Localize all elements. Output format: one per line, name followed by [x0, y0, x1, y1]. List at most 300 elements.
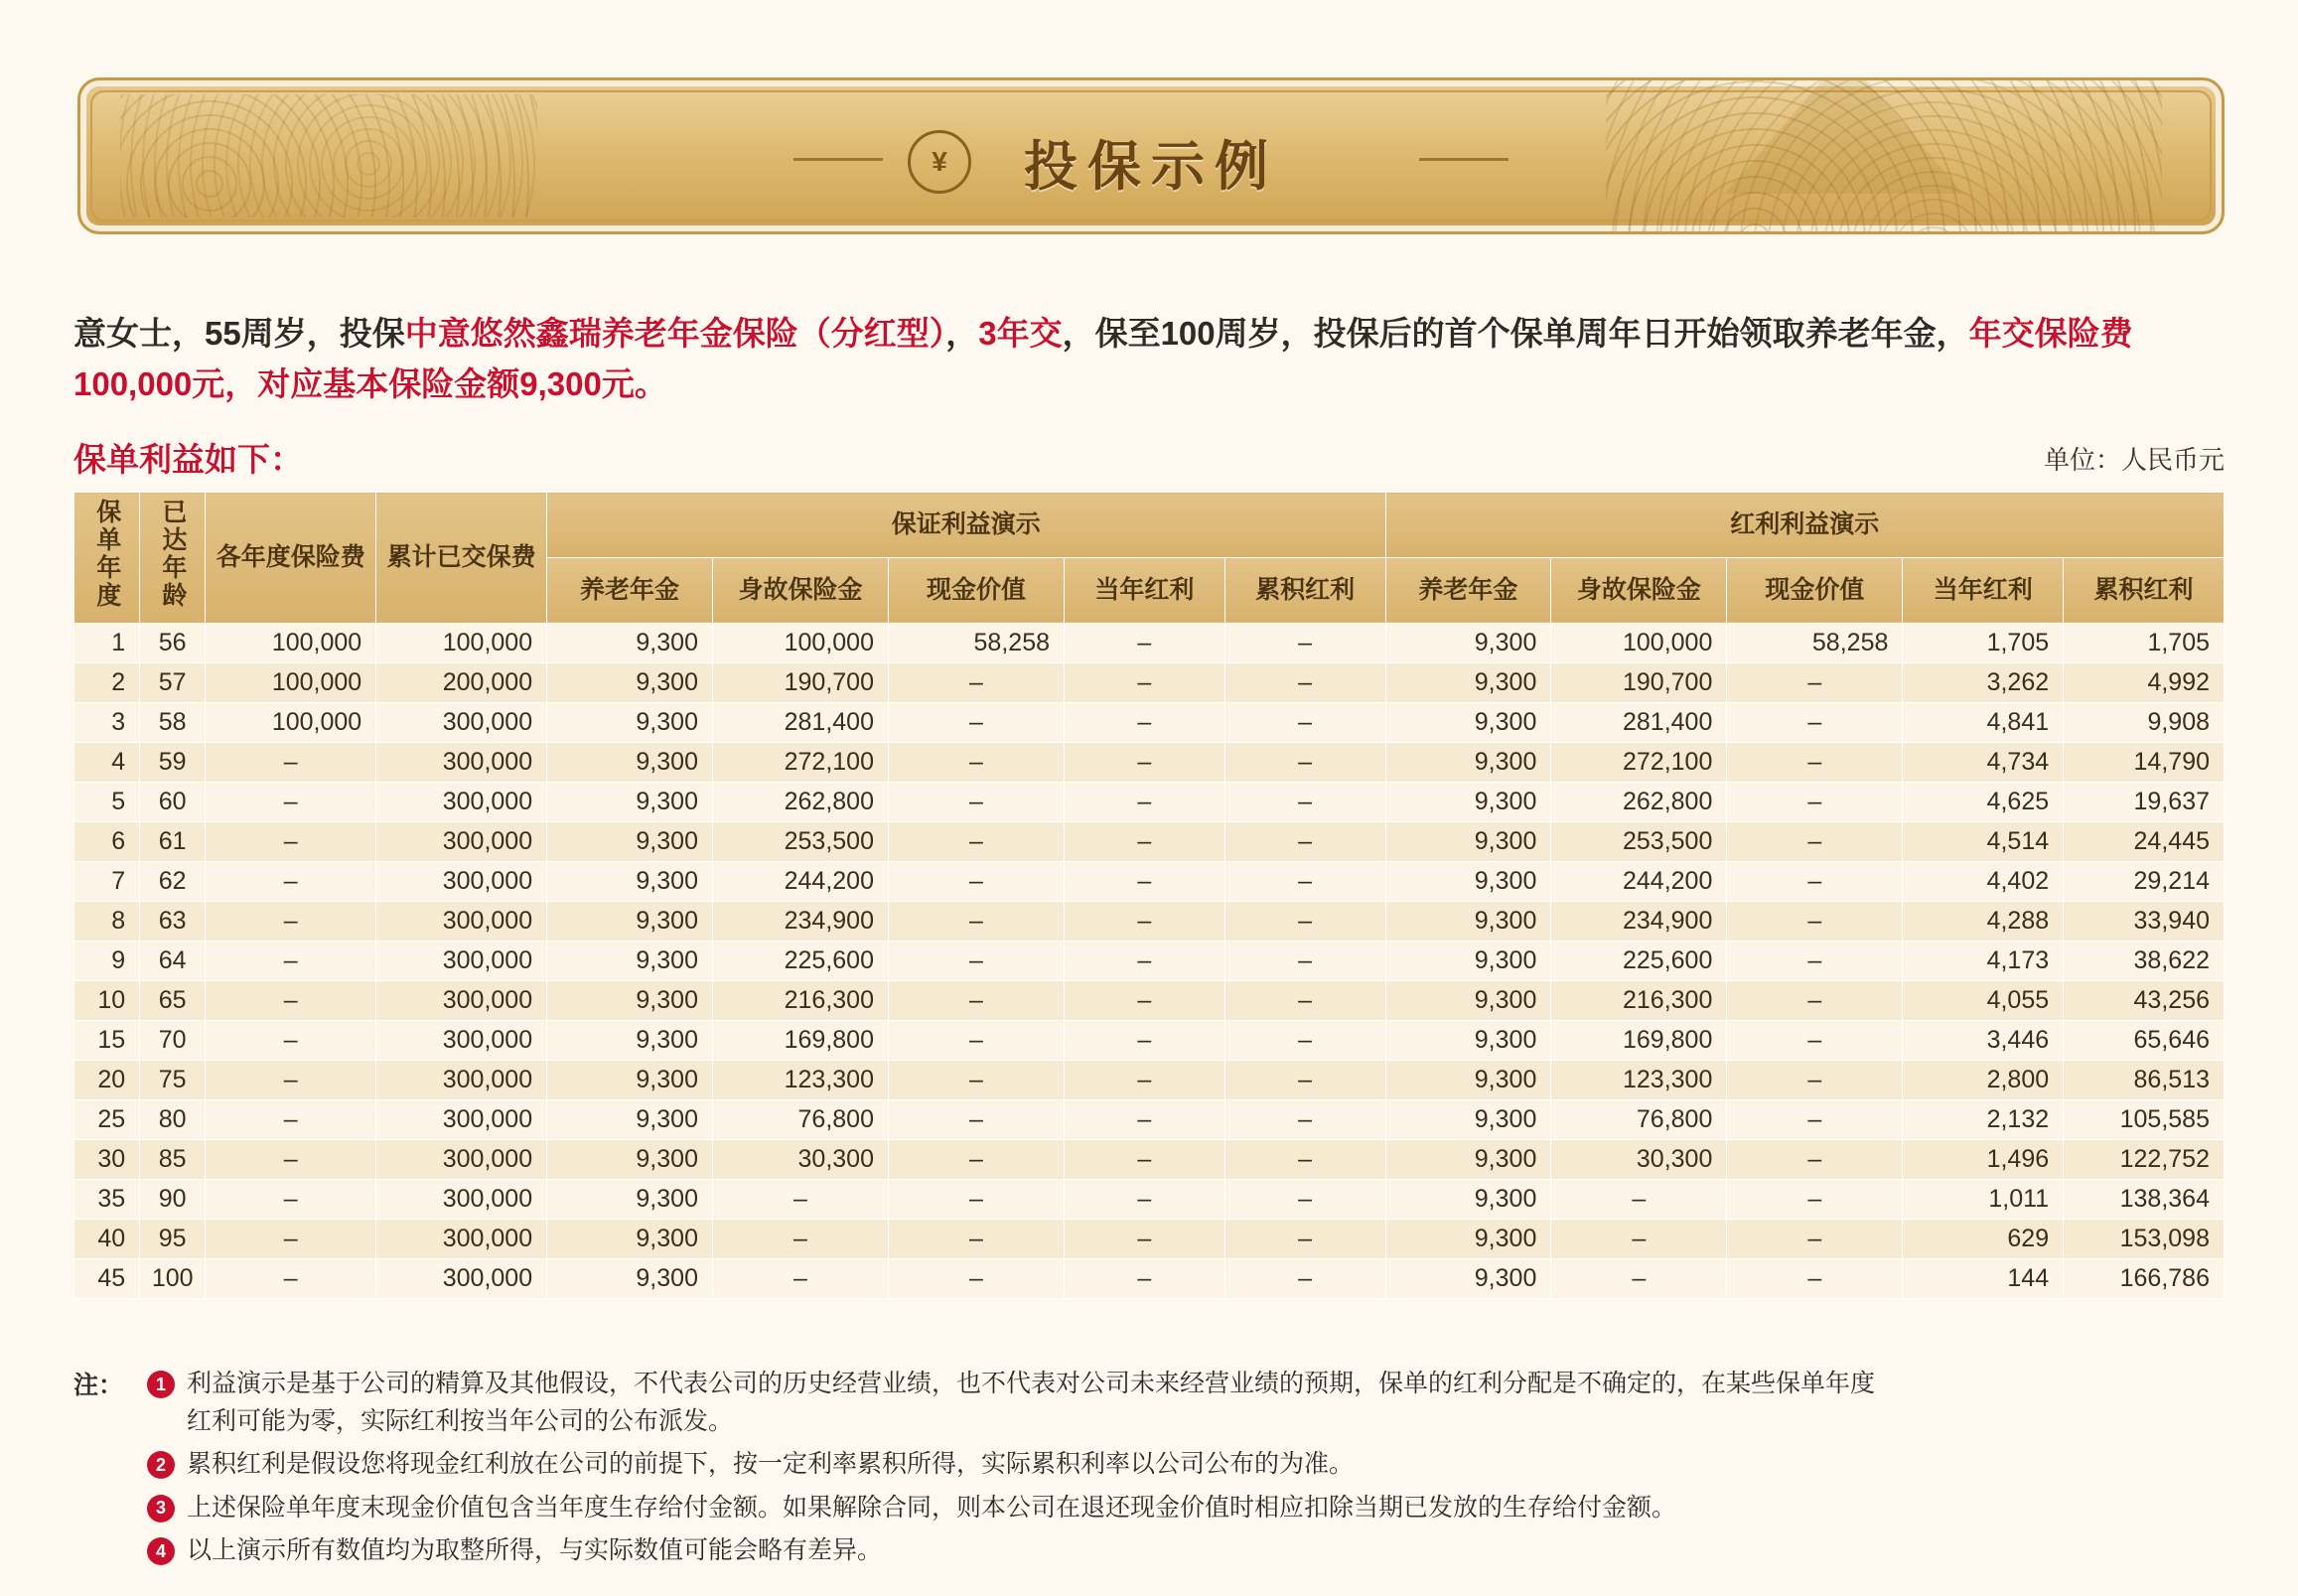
cell-d-cash: –	[1727, 1099, 1903, 1139]
cell-g-current-dividend: –	[1065, 1099, 1225, 1139]
cell-d-current-dividend: 3,446	[1903, 1020, 2064, 1060]
cell-g-annuity: 9,300	[547, 742, 713, 782]
table-row	[74, 742, 2225, 782]
cell-d-accum-dividend: 24,445	[2064, 821, 2225, 861]
cell-g-current-dividend: –	[1065, 1258, 1225, 1298]
cell-annual-premium: –	[206, 941, 376, 980]
cell-annual-premium: 100,000	[206, 623, 376, 662]
note-text	[187, 1366, 2238, 1440]
cell-annual-premium: –	[206, 901, 376, 941]
cell-g-death: 262,800	[712, 782, 888, 821]
cell-d-accum-dividend: 33,940	[2064, 901, 2225, 941]
cell-policy-year: 20	[74, 1060, 140, 1099]
cell-cumulative-premium: 300,000	[376, 861, 547, 901]
table-row	[74, 1020, 2225, 1060]
cell-g-death: 123,300	[712, 1060, 888, 1099]
cell-d-cash: –	[1727, 1139, 1903, 1179]
cell-g-accum-dividend: –	[1224, 941, 1385, 980]
cell-d-current-dividend: 2,132	[1903, 1099, 2064, 1139]
cell-g-death: 190,700	[712, 662, 888, 702]
cell-g-annuity: 9,300	[547, 1060, 713, 1099]
cell-age: 63	[140, 901, 206, 941]
cell-g-current-dividend: –	[1065, 861, 1225, 901]
cell-d-annuity: 9,300	[1385, 782, 1551, 821]
cell-d-current-dividend: 4,625	[1903, 782, 2064, 821]
note-item	[73, 1532, 2238, 1570]
th-group-dividend: 红利利益演示	[1385, 493, 2225, 558]
cell-policy-year: 15	[74, 1020, 140, 1060]
cell-d-accum-dividend: 105,585	[2064, 1099, 2225, 1139]
cell-d-annuity: 9,300	[1385, 662, 1551, 702]
cell-d-annuity: 9,300	[1385, 1060, 1551, 1099]
cell-g-cash: –	[888, 1219, 1064, 1258]
cell-g-accum-dividend: –	[1224, 861, 1385, 901]
cell-d-annuity: 9,300	[1385, 623, 1551, 662]
cell-d-death: 76,800	[1551, 1099, 1727, 1139]
cell-d-death: 225,600	[1551, 941, 1727, 980]
cell-d-cash: –	[1727, 941, 1903, 980]
table-row	[74, 1060, 2225, 1099]
table-row	[74, 980, 2225, 1020]
cell-annual-premium: –	[206, 1060, 376, 1099]
intro-product-name: 中意悠然鑫瑞养老年金保险（分红型）	[404, 315, 946, 352]
table-row	[74, 821, 2225, 861]
table-row	[74, 1219, 2225, 1258]
cell-d-cash: –	[1727, 662, 1903, 702]
cell-g-death: 216,300	[712, 980, 888, 1020]
cell-d-current-dividend: 4,514	[1903, 821, 2064, 861]
cell-d-cash: –	[1727, 1258, 1903, 1298]
table-row	[74, 662, 2225, 702]
cell-cumulative-premium: 300,000	[376, 1139, 547, 1179]
cell-cumulative-premium: 300,000	[376, 821, 547, 861]
cell-g-accum-dividend: –	[1224, 1258, 1385, 1298]
cell-policy-year: 1	[74, 623, 140, 662]
cell-annual-premium: –	[206, 1179, 376, 1219]
cell-annual-premium: –	[206, 980, 376, 1020]
note-text-line-1: 累积红利是假设您将现金红利放在公司的前提下，按一定利率累积所得，实际累积利率以公司公布的为准。	[187, 1450, 1355, 1478]
cell-cumulative-premium: 300,000	[376, 1179, 547, 1219]
cell-g-annuity: 9,300	[547, 1139, 713, 1179]
cell-g-annuity: 9,300	[547, 1258, 713, 1298]
table-row	[74, 702, 2225, 742]
cell-d-death: 253,500	[1551, 821, 1727, 861]
cell-g-cash: –	[888, 1179, 1064, 1219]
cell-d-death: 216,300	[1551, 980, 1727, 1020]
cell-g-accum-dividend: –	[1224, 821, 1385, 861]
coin-yuan-icon: ¥	[908, 130, 971, 194]
cell-g-current-dividend: –	[1065, 1060, 1225, 1099]
cell-g-cash: –	[888, 702, 1064, 742]
cell-g-cash: –	[888, 1099, 1064, 1139]
cell-g-annuity: 9,300	[547, 980, 713, 1020]
cell-d-current-dividend: 4,173	[1903, 941, 2064, 980]
cell-d-accum-dividend: 14,790	[2064, 742, 2225, 782]
cell-g-annuity: 9,300	[547, 821, 713, 861]
cell-age: 58	[140, 702, 206, 742]
note-text-line-1: 利益演示是基于公司的精算及其他假设，不代表公司的历史经营业绩，也不代表对公司未来经营业绩的预期，保单的红利分配是不确定的，在某些保单年度	[187, 1370, 1876, 1397]
cell-g-accum-dividend: –	[1224, 1099, 1385, 1139]
cell-d-accum-dividend: 65,646	[2064, 1020, 2225, 1060]
cell-policy-year: 3	[74, 702, 140, 742]
cell-age: 56	[140, 623, 206, 662]
cell-d-death: 272,100	[1551, 742, 1727, 782]
cell-d-death: 30,300	[1551, 1139, 1727, 1179]
cell-d-death: –	[1551, 1179, 1727, 1219]
cell-g-current-dividend: –	[1065, 980, 1225, 1020]
cell-d-cash: –	[1727, 742, 1903, 782]
cell-d-death: 190,700	[1551, 662, 1727, 702]
cell-age: 85	[140, 1139, 206, 1179]
cell-policy-year: 8	[74, 901, 140, 941]
cell-age: 61	[140, 821, 206, 861]
cell-g-current-dividend: –	[1065, 1139, 1225, 1179]
cell-annual-premium: –	[206, 861, 376, 901]
th-g-annuity: 养老年金	[547, 557, 713, 623]
note-text-line-1: 上述保险单年度末现金价值包含当年度生存给付金额。如果解除合同，则本公司在退还现金价值时相应扣除当期已发放的生存给付金额。	[187, 1493, 1677, 1522]
cell-g-annuity: 9,300	[547, 1179, 713, 1219]
cell-g-death: 30,300	[712, 1139, 888, 1179]
cell-d-accum-dividend: 153,098	[2064, 1219, 2225, 1258]
cell-policy-year: 35	[74, 1179, 140, 1219]
cell-cumulative-premium: 100,000	[376, 623, 547, 662]
cell-age: 70	[140, 1020, 206, 1060]
note-number-badge: 3	[147, 1495, 175, 1523]
cell-g-current-dividend: –	[1065, 1020, 1225, 1060]
cell-d-current-dividend: 629	[1903, 1219, 2064, 1258]
th-d-accum-dividend: 累积红利	[2064, 557, 2225, 623]
cell-g-accum-dividend: –	[1224, 1020, 1385, 1060]
th-annual-premium: 各年度保险费	[206, 493, 376, 624]
cell-d-current-dividend: 3,262	[1903, 662, 2064, 702]
cell-annual-premium: –	[206, 821, 376, 861]
cell-annual-premium: –	[206, 1020, 376, 1060]
note-number-badge: 2	[147, 1451, 175, 1479]
cell-d-annuity: 9,300	[1385, 980, 1551, 1020]
cell-cumulative-premium: 300,000	[376, 1219, 547, 1258]
cell-g-annuity: 9,300	[547, 782, 713, 821]
cell-g-accum-dividend: –	[1224, 1060, 1385, 1099]
note-text-line-1: 以上演示所有数值均为取整所得，与实际数值可能会略有差异。	[187, 1536, 883, 1564]
note-number-badge: 4	[147, 1537, 175, 1565]
th-d-death: 身故保险金	[1551, 557, 1727, 623]
cell-d-annuity: 9,300	[1385, 702, 1551, 742]
cell-g-death: –	[712, 1219, 888, 1258]
th-d-annuity: 养老年金	[1385, 557, 1551, 623]
note-number-badge: 1	[147, 1371, 175, 1398]
cell-cumulative-premium: 300,000	[376, 901, 547, 941]
cell-g-cash: –	[888, 901, 1064, 941]
cell-d-accum-dividend: 43,256	[2064, 980, 2225, 1020]
cell-g-current-dividend: –	[1065, 782, 1225, 821]
cell-g-death: 225,600	[712, 941, 888, 980]
note-item	[73, 1366, 2238, 1440]
th-d-cash: 现金价值	[1727, 557, 1903, 623]
cell-g-current-dividend: –	[1065, 821, 1225, 861]
cell-g-annuity: 9,300	[547, 1099, 713, 1139]
cell-d-death: 100,000	[1551, 623, 1727, 662]
cell-d-death: 234,900	[1551, 901, 1727, 941]
cell-g-accum-dividend: –	[1224, 742, 1385, 782]
cell-annual-premium: –	[206, 742, 376, 782]
cell-d-death: –	[1551, 1219, 1727, 1258]
cell-annual-premium: 100,000	[206, 662, 376, 702]
cell-g-accum-dividend: –	[1224, 662, 1385, 702]
cell-d-annuity: 9,300	[1385, 821, 1551, 861]
intro-seg-1: 意女士，55周岁，投保	[73, 315, 405, 352]
cell-d-annuity: 9,300	[1385, 1219, 1551, 1258]
cell-d-accum-dividend: 4,992	[2064, 662, 2225, 702]
cell-d-accum-dividend: 19,637	[2064, 782, 2225, 821]
cell-d-death: 244,200	[1551, 861, 1727, 901]
table-row	[74, 941, 2225, 980]
cell-d-death: 281,400	[1551, 702, 1727, 742]
cell-d-current-dividend: 4,734	[1903, 742, 2064, 782]
cell-d-current-dividend: 4,841	[1903, 702, 2064, 742]
cell-g-accum-dividend: –	[1224, 1139, 1385, 1179]
cell-g-current-dividend: –	[1065, 1179, 1225, 1219]
cell-cumulative-premium: 300,000	[376, 1099, 547, 1139]
cell-d-accum-dividend: 1,705	[2064, 623, 2225, 662]
cell-d-current-dividend: 4,402	[1903, 861, 2064, 901]
table-row	[74, 901, 2225, 941]
table-row	[74, 1258, 2225, 1298]
cell-cumulative-premium: 300,000	[376, 1020, 547, 1060]
cell-g-death: 253,500	[712, 821, 888, 861]
unit-note: 单位：人民币元	[2043, 445, 2225, 475]
cell-d-death: 169,800	[1551, 1020, 1727, 1060]
note-item	[73, 1446, 2238, 1484]
cell-g-current-dividend: –	[1065, 941, 1225, 980]
cell-policy-year: 45	[74, 1258, 140, 1298]
cell-d-cash: –	[1727, 901, 1903, 941]
cell-policy-year: 5	[74, 782, 140, 821]
cell-g-cash: –	[888, 941, 1064, 980]
cell-g-cash: –	[888, 861, 1064, 901]
cell-d-annuity: 9,300	[1385, 901, 1551, 941]
intro-paragraph	[73, 308, 2225, 409]
cell-policy-year: 40	[74, 1219, 140, 1258]
cell-g-cash: –	[888, 821, 1064, 861]
table-row	[74, 861, 2225, 901]
table-head	[74, 493, 2225, 624]
cell-g-annuity: 9,300	[547, 1219, 713, 1258]
cell-d-current-dividend: 144	[1903, 1258, 2064, 1298]
cell-d-cash: –	[1727, 1060, 1903, 1099]
cell-d-cash: –	[1727, 861, 1903, 901]
cell-g-accum-dividend: –	[1224, 702, 1385, 742]
cell-g-cash: –	[888, 1258, 1064, 1298]
cell-g-current-dividend: –	[1065, 702, 1225, 742]
note-text-line-2: 红利可能为零，实际红利按当年公司的公布派发。	[187, 1406, 734, 1435]
cell-g-annuity: 9,300	[547, 662, 713, 702]
cell-g-accum-dividend: –	[1224, 980, 1385, 1020]
cell-policy-year: 6	[74, 821, 140, 861]
table-row	[74, 1179, 2225, 1219]
intro-premium-amount: 年交保险费100,000元，对应基本保险金额9,300元。	[73, 315, 2133, 403]
cell-age: 65	[140, 980, 206, 1020]
cell-d-current-dividend: 1,705	[1903, 623, 2064, 662]
cell-g-cash: –	[888, 782, 1064, 821]
cell-g-cash: –	[888, 742, 1064, 782]
cell-g-death: 281,400	[712, 702, 888, 742]
cell-cumulative-premium: 300,000	[376, 941, 547, 980]
cell-g-death: 234,900	[712, 901, 888, 941]
table-body	[74, 623, 2225, 1298]
note-item	[73, 1490, 2238, 1527]
cell-g-annuity: 9,300	[547, 702, 713, 742]
cell-g-accum-dividend: –	[1224, 782, 1385, 821]
cell-g-cash: –	[888, 662, 1064, 702]
cell-d-accum-dividend: 122,752	[2064, 1139, 2225, 1179]
cell-cumulative-premium: 300,000	[376, 782, 547, 821]
benefit-illustration-table	[73, 492, 2225, 1299]
cell-policy-year: 2	[74, 662, 140, 702]
note-text	[187, 1532, 2238, 1570]
cell-policy-year: 30	[74, 1139, 140, 1179]
cell-d-current-dividend: 4,288	[1903, 901, 2064, 941]
cell-d-cash: –	[1727, 821, 1903, 861]
cell-d-annuity: 9,300	[1385, 1139, 1551, 1179]
cell-age: 64	[140, 941, 206, 980]
cell-policy-year: 25	[74, 1099, 140, 1139]
cell-g-current-dividend: –	[1065, 623, 1225, 662]
cell-g-current-dividend: –	[1065, 742, 1225, 782]
th-d-current-dividend: 当年红利	[1903, 557, 2064, 623]
cell-cumulative-premium: 300,000	[376, 742, 547, 782]
cell-g-annuity: 9,300	[547, 623, 713, 662]
cell-annual-premium: –	[206, 1099, 376, 1139]
intro-seg-3: ，	[945, 315, 979, 352]
cell-age: 100	[140, 1258, 206, 1298]
cell-g-current-dividend: –	[1065, 662, 1225, 702]
cell-d-cash: –	[1727, 1179, 1903, 1219]
cell-age: 95	[140, 1219, 206, 1258]
cell-d-cash: –	[1727, 1219, 1903, 1258]
th-group-guaranteed: 保证利益演示	[547, 493, 1385, 558]
cell-annual-premium: –	[206, 1139, 376, 1179]
intro-seg-5: ，保至100周岁，投保后的首个保单周年日开始领取养老年金，	[1062, 315, 1969, 352]
cell-g-death: 100,000	[712, 623, 888, 662]
table-row	[74, 782, 2225, 821]
cell-d-cash: –	[1727, 980, 1903, 1020]
cell-d-accum-dividend: 38,622	[2064, 941, 2225, 980]
cell-d-death: –	[1551, 1258, 1727, 1298]
cell-age: 90	[140, 1179, 206, 1219]
cell-g-cash: –	[888, 1060, 1064, 1099]
cell-d-current-dividend: 4,055	[1903, 980, 2064, 1020]
page-banner	[77, 77, 2225, 234]
cell-d-accum-dividend: 166,786	[2064, 1258, 2225, 1298]
cell-g-current-dividend: –	[1065, 901, 1225, 941]
th-g-accum-dividend: 累积红利	[1224, 557, 1385, 623]
cell-d-accum-dividend: 9,908	[2064, 702, 2225, 742]
cell-age: 80	[140, 1099, 206, 1139]
cell-annual-premium: –	[206, 1258, 376, 1298]
cell-d-accum-dividend: 29,214	[2064, 861, 2225, 901]
cell-age: 60	[140, 782, 206, 821]
cell-d-death: 262,800	[1551, 782, 1727, 821]
cell-cumulative-premium: 300,000	[376, 702, 547, 742]
cell-policy-year: 10	[74, 980, 140, 1020]
cell-g-annuity: 9,300	[547, 901, 713, 941]
cell-g-cash: 58,258	[888, 623, 1064, 662]
cell-d-cash: 58,258	[1727, 623, 1903, 662]
cell-g-annuity: 9,300	[547, 861, 713, 901]
cell-d-cash: –	[1727, 1020, 1903, 1060]
cell-d-accum-dividend: 138,364	[2064, 1179, 2225, 1219]
notes-label: 注：	[73, 1372, 124, 1399]
note-text	[187, 1490, 2238, 1527]
cell-g-accum-dividend: –	[1224, 623, 1385, 662]
cell-g-accum-dividend: –	[1224, 1179, 1385, 1219]
cell-g-cash: –	[888, 1020, 1064, 1060]
th-g-cash: 现金价值	[888, 557, 1064, 623]
cell-g-annuity: 9,300	[547, 1020, 713, 1060]
cell-d-annuity: 9,300	[1385, 941, 1551, 980]
cell-d-cash: –	[1727, 702, 1903, 742]
cell-g-death: 169,800	[712, 1020, 888, 1060]
cell-g-death: 76,800	[712, 1099, 888, 1139]
cell-g-death: –	[712, 1179, 888, 1219]
cell-g-annuity: 9,300	[547, 941, 713, 980]
page-title: 投保示例	[1024, 137, 1278, 197]
cell-g-death: 244,200	[712, 861, 888, 901]
th-age: 已达年龄	[140, 493, 206, 624]
cell-age: 75	[140, 1060, 206, 1099]
cell-g-death: 272,100	[712, 742, 888, 782]
cell-policy-year: 7	[74, 861, 140, 901]
cell-annual-premium: –	[206, 1219, 376, 1258]
cell-d-annuity: 9,300	[1385, 742, 1551, 782]
cell-d-annuity: 9,300	[1385, 1099, 1551, 1139]
cell-policy-year: 9	[74, 941, 140, 980]
cell-g-death: –	[712, 1258, 888, 1298]
th-g-current-dividend: 当年红利	[1065, 557, 1225, 623]
th-g-death: 身故保险金	[712, 557, 888, 623]
cell-cumulative-premium: 300,000	[376, 1060, 547, 1099]
cell-d-death: 123,300	[1551, 1060, 1727, 1099]
cell-g-accum-dividend: –	[1224, 901, 1385, 941]
cell-cumulative-premium: 200,000	[376, 662, 547, 702]
cell-d-accum-dividend: 86,513	[2064, 1060, 2225, 1099]
table-row	[74, 1099, 2225, 1139]
table-row	[74, 1139, 2225, 1179]
intro-payment-term: 3年交	[978, 315, 1063, 352]
cell-d-current-dividend: 2,800	[1903, 1060, 2064, 1099]
cell-d-annuity: 9,300	[1385, 861, 1551, 901]
cell-age: 59	[140, 742, 206, 782]
table-row	[74, 623, 2225, 662]
table-header-row-1	[74, 493, 2225, 558]
cell-g-accum-dividend: –	[1224, 1219, 1385, 1258]
benefit-section-title: 保单利益如下：	[73, 441, 303, 478]
cell-d-annuity: 9,300	[1385, 1020, 1551, 1060]
cell-policy-year: 4	[74, 742, 140, 782]
cell-g-cash: –	[888, 1139, 1064, 1179]
cell-age: 57	[140, 662, 206, 702]
cell-annual-premium: 100,000	[206, 702, 376, 742]
cell-g-current-dividend: –	[1065, 1219, 1225, 1258]
notes-section	[73, 1366, 2238, 1576]
th-policy-year: 保单年度	[74, 493, 140, 624]
cell-cumulative-premium: 300,000	[376, 1258, 547, 1298]
th-cumulative-premium: 累计已交保费	[376, 493, 547, 624]
cell-d-current-dividend: 1,011	[1903, 1179, 2064, 1219]
cell-g-cash: –	[888, 980, 1064, 1020]
cell-d-annuity: 9,300	[1385, 1258, 1551, 1298]
cell-cumulative-premium: 300,000	[376, 980, 547, 1020]
